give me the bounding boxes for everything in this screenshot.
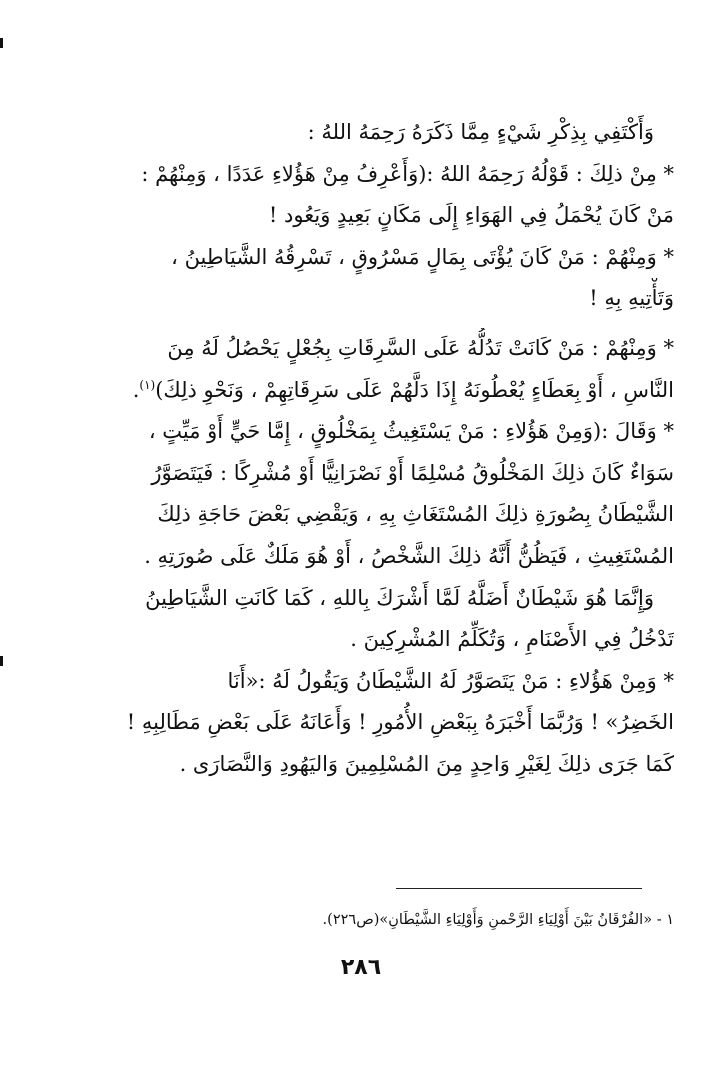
text-line: تَدْخُلُ فِي الأَصْنَامِ ، وَتُكَلِّمُ المُشْرِكِينَ .	[350, 627, 674, 652]
period: .	[132, 377, 140, 402]
text-line: وَإِنَّمَا هُوَ شَيْطَانٌ أَضَلَّهُ لَمَّا أَشْرَكَ بِاللهِ ، كَمَا كَانَتِ الشَّيَاطِينُ	[145, 585, 654, 610]
text-line: كَمَا جَرَى ذلِكَ لِغَيْرِ وَاحِدٍ مِنَ المُسْلِمِينَ وَاليَهُودِ وَالنَّصَارَى .	[179, 751, 674, 776]
binding-mark-middle	[0, 656, 3, 666]
binding-mark-top	[0, 38, 3, 48]
text-line: * مِنْ ذلِكَ : قَوْلُهُ رَحِمَهُ اللهُ :(وَأَعْرِفُ مِنْ هَؤُلاءِ عَدَدًا ، وَمِنْهُمْ :	[141, 161, 674, 186]
text-line: الخَضِرُ» ! وَرُبَّمَا أَخْبَرَهُ بِبَعْضِ الأُمُورِ ! وَأَعَانَهُ عَلَى بَعْضِ مَطَالِبِهِ !	[126, 710, 674, 735]
page-body	[40, 112, 674, 786]
text-line: * وَمِنْهُمْ : مَنْ كَانَ يُؤْتَى بِمَالٍ مَسْرُوقٍ ، تَسْرِقُهُ الشَّيَاطِينُ ،	[171, 244, 674, 269]
page-number: ٢٨٦	[340, 955, 382, 980]
text-line: مَنْ كَانَ يُحْمَلُ فِي الهَوَاءِ إِلَى مَكَانٍ بَعِيدٍ وَيَعُود !	[268, 203, 674, 228]
text-line: وَتَأْتِيهِ بِهِ !	[589, 286, 674, 311]
text-line: * وَمِنْهُمْ : مَنْ كَانَتْ تَدُلُّهُ عَلَى السَّرِقَاتِ بِجُعْلٍ يَحْصُلُ لَهُ مِنَ	[167, 335, 674, 360]
text-line: * وَمِنْ هَؤُلاءِ : مَنْ يَتَصَوَّرُ لَهُ الشَّيْطَانُ وَيَقُولُ لَهُ :«أَنَا	[227, 668, 674, 693]
text-line: الشَّيْطَانُ بِصُورَةِ ذلِكَ المُسْتَغَاثِ بِهِ ، وَيَقْضِي بَعْضَ حَاجَةِ ذلِكَ	[157, 502, 674, 527]
text-line: وَأَكْتَفِي بِذِكْرِ شَيْءٍ مِمَّا ذَكَرَهُ رَحِمَهُ اللهُ :	[307, 120, 654, 144]
text-span: النَّاسِ ، أَوْ بِعَطَاءٍ يُعْطُونَهُ إِذَا دَلَّهُمْ عَلَى سَرِقَاتِهِمْ ، وَنَحْوِ ذلِكَ)	[155, 377, 674, 402]
text-line: المُسْتَغِيثِ ، فَيَظُنُّ أَنَّهُ ذلِكَ الشَّخْصُ ، أَوْ هُوَ مَلَكٌ عَلَى صُورَتِهِ .	[144, 543, 674, 568]
text-line-with-footnote	[40, 370, 674, 412]
footnote-reference: (١)	[139, 377, 156, 392]
footnote-divider	[396, 888, 642, 889]
text-line: سَوَاءٌ كَانَ ذلِكَ المَخْلُوقُ مُسْلِمًا أَوْ نَصْرَانِيًّا أَوْ مُشْرِكًا : فَيَتَصَوَّرُ	[151, 460, 674, 485]
footnote: ١ - «الفُرْقَانُ بَيْنَ أَوْلِيَاءِ الرَّحْمنِ وَأَوْلِيَاءِ الشَّيْطَانِ»(ص٢٢٦).	[322, 912, 674, 928]
text-line: * وَقَالَ :(وَمِنْ هَؤُلاءِ : مَنْ يَسْتَغِيثُ بِمَخْلُوقٍ ، إِمَّا حَيٍّ أَوْ مَيِّتٍ ،	[148, 419, 674, 444]
